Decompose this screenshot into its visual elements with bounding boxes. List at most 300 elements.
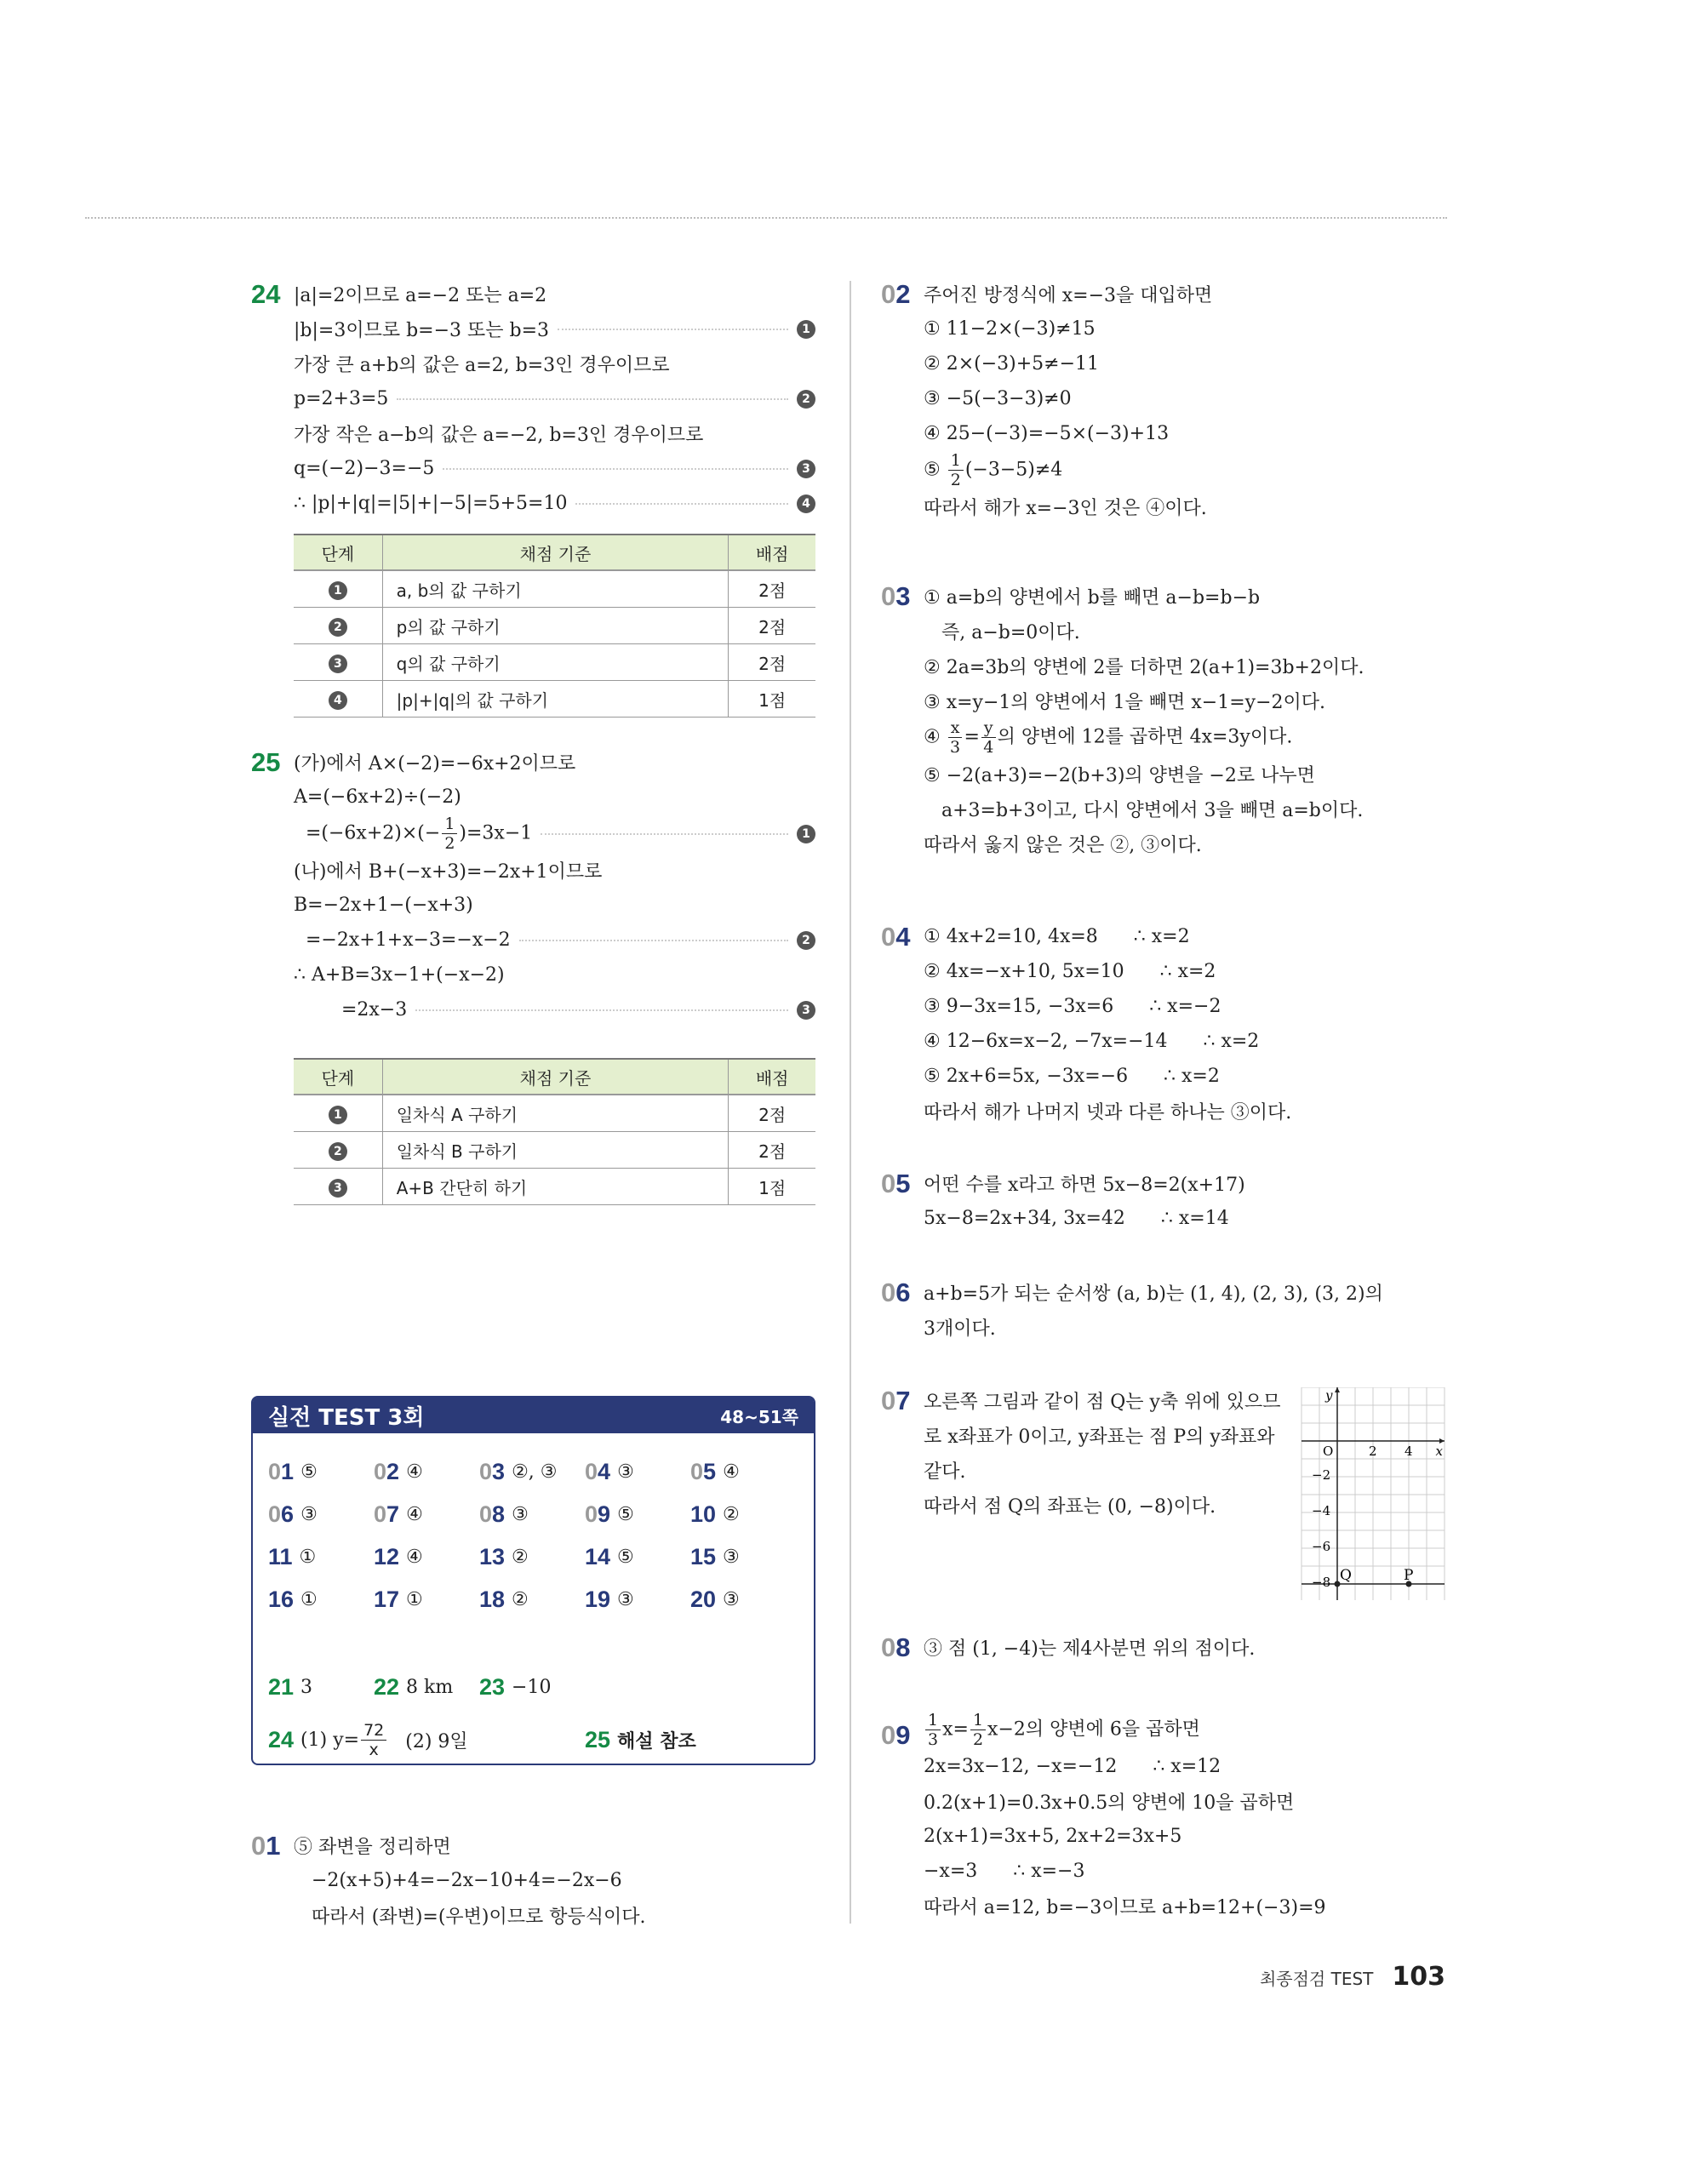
text-segment: −2(x+5)+4=−2x−10+4=−2x−6 (294, 1870, 622, 1891)
text-line (924, 954, 1447, 989)
text-segment: ③ 9−3x=15, −3x=6 ∴ x=−2 (924, 996, 1221, 1017)
line-text (924, 494, 1207, 520)
number-prefix: 0 (585, 1501, 598, 1527)
answer-value: ② (512, 1546, 529, 1568)
solution-lines (924, 1275, 1447, 1345)
text-segment: )=3x−1 (459, 822, 533, 844)
line-text (924, 1279, 1383, 1306)
number-prefix: 0 (881, 1386, 896, 1415)
number-prefix: 0 (268, 1501, 282, 1527)
criterion-cell: |p|+|q|의 값 구하기 (382, 681, 729, 718)
question-number (881, 1275, 911, 1310)
fraction-denominator: 4 (983, 738, 994, 757)
solution-lines (294, 745, 815, 1027)
line-text (294, 1870, 622, 1891)
y-tick-label: −2 (1312, 1467, 1331, 1483)
line-text (924, 831, 1202, 857)
text-segment: 의 양변에 12를 곱하면 4x=3y이다. (997, 726, 1293, 748)
line-text (924, 1387, 1280, 1414)
table-header-row (294, 535, 815, 570)
line-text (294, 493, 567, 514)
text-line (924, 1749, 1447, 1784)
number-digit: 7 (386, 1501, 400, 1527)
number-digit: 1 (281, 1458, 295, 1484)
answer-item (479, 1493, 585, 1535)
answer-value: ④ (723, 1461, 740, 1483)
table-row (294, 1169, 815, 1205)
answer-number (585, 1501, 610, 1528)
answer-value: 8 km (406, 1677, 454, 1698)
text-line (924, 1488, 1315, 1523)
number-prefix: 0 (479, 1458, 493, 1484)
step-cell (294, 570, 382, 608)
dotted-leader (415, 1009, 788, 1011)
text-line (924, 919, 1447, 954)
number-digit: 2 (895, 279, 911, 309)
text-line (924, 451, 1447, 489)
answer-item (690, 1578, 796, 1621)
answer-item (374, 1578, 479, 1621)
answer-value: ③ (300, 1503, 318, 1525)
solution-lines (924, 277, 1447, 524)
line-text (294, 458, 434, 479)
text-line (924, 1889, 1447, 1924)
text-segment: 같다. (924, 1461, 966, 1483)
number-prefix: 0 (881, 279, 896, 309)
page-footer (1260, 1962, 1445, 1992)
answer-value: ⑤ (617, 1546, 634, 1568)
answer-item (479, 1578, 585, 1621)
number-digit: 17 (374, 1586, 400, 1612)
line-text (924, 1826, 1181, 1847)
answer-value: ④ (406, 1503, 423, 1525)
line-text (924, 281, 1212, 307)
text-segment: x= (942, 1718, 969, 1741)
text-segment: |b|=3이므로 b=−3 또는 b=3 (294, 320, 550, 341)
text-line (924, 1418, 1315, 1453)
text-segment: ③ 점 (1, −4)는 제4사분면 위의 점이다. (924, 1638, 1256, 1660)
line-text (924, 388, 1072, 409)
text-line (924, 683, 1447, 718)
text-segment: p=2+3=5 (294, 388, 389, 409)
text-segment: ③ x=y−1의 양변에서 1을 빼면 x−1=y−2이다. (924, 692, 1326, 713)
answer-value: ④ (406, 1461, 423, 1483)
text-line (924, 416, 1447, 451)
text-segment: 따라서 해가 나머지 넷과 다른 하나는 ③이다. (924, 1102, 1292, 1123)
line-text (924, 1756, 1221, 1777)
step-marker-icon: 2 (797, 390, 815, 409)
answer-number (690, 1587, 716, 1613)
table-row (294, 1132, 815, 1169)
line-text (924, 423, 1169, 444)
text-segment: 어떤 수를 x라고 하면 5x−8=2(x+17) (924, 1175, 1245, 1196)
answer-item (374, 1493, 479, 1535)
text-line (294, 381, 815, 416)
number-prefix: 0 (881, 581, 896, 611)
answer-number: 21 (268, 1674, 295, 1700)
text-line (294, 853, 815, 888)
answer-item (690, 1450, 796, 1493)
fraction (925, 1711, 941, 1749)
number-digit: 7 (895, 1386, 911, 1415)
column-header: 단계 (294, 1059, 382, 1095)
step-marker-icon: 4 (329, 691, 347, 710)
question-number (881, 1718, 911, 1752)
question-number: 25 (251, 747, 281, 777)
line-text (294, 999, 407, 1021)
score-cell: 2점 (729, 1095, 815, 1132)
number-digit: 10 (690, 1501, 717, 1527)
text-line (924, 277, 1447, 312)
fraction-numerator: y (981, 718, 996, 738)
line-text (924, 1031, 1259, 1052)
text-line (924, 489, 1447, 524)
fraction-denominator: 3 (928, 1730, 939, 1749)
step-marker-icon: 4 (797, 495, 815, 513)
text-segment: ∴ |p|+|q|=|5|+|−5|=5+5=10 (294, 493, 568, 514)
fraction (361, 1721, 386, 1759)
fraction (442, 815, 457, 853)
step-cell (294, 1132, 382, 1169)
answer-item (374, 1450, 479, 1493)
x-tick-label: 4 (1405, 1444, 1413, 1459)
answer-value: −10 (512, 1677, 552, 1698)
answer-key-box (251, 1396, 815, 1765)
text-segment: ① 11−2×(−3)≠15 (924, 318, 1096, 340)
line-text (294, 749, 575, 775)
number-digit: 19 (585, 1586, 611, 1612)
text-segment: 로 x좌표가 0이고, y좌표는 점 P의 y좌표와 (924, 1426, 1275, 1448)
table-row (294, 644, 815, 681)
scoring-table-25 (294, 1058, 815, 1205)
text-segment: ④ 25−(−3)=−5×(−3)+13 (924, 423, 1170, 444)
text-segment: 가장 작은 a−b의 값은 a=−2, b=3인 경우이므로 (294, 425, 704, 446)
solution-lines (924, 1711, 1447, 1924)
solution-lines (924, 919, 1447, 1129)
column-header: 채점 기준 (382, 1059, 729, 1095)
fraction (981, 718, 996, 757)
text-segment: A=(−6x+2)÷(−2) (294, 786, 461, 808)
step-marker-icon: 2 (329, 618, 347, 637)
text-segment: 3개이다. (924, 1318, 996, 1340)
line-text (924, 1208, 1229, 1229)
text-segment: ② 4x=−x+10, 5x=10 ∴ x=2 (924, 961, 1216, 982)
text-segment: ④ 12−6x=x−2, −7x=−14 ∴ x=2 (924, 1031, 1260, 1052)
text-segment: 따라서 옳지 않은 것은 ②, ③이다. (924, 835, 1202, 856)
y-axis-label: y (1325, 1387, 1333, 1404)
dotted-leader (575, 503, 788, 505)
column-header: 배점 (729, 1059, 815, 1095)
number-digit: 5 (895, 1169, 911, 1198)
answer-number (585, 1587, 610, 1613)
solution-lines (294, 277, 815, 521)
text-line (924, 718, 1447, 757)
step-cell (294, 1169, 382, 1205)
answer-key-title: 실전 TEST 3회 (268, 1404, 425, 1431)
fraction-denominator: 3 (950, 738, 961, 757)
answer-item (479, 1535, 585, 1578)
number-digit: 5 (703, 1458, 717, 1484)
criterion-cell: 일차식 A 구하기 (382, 1095, 729, 1132)
dotted-leader (519, 940, 788, 941)
short-answers (268, 1674, 796, 1701)
fraction (948, 451, 964, 489)
answer-value: ⑤ (617, 1503, 634, 1525)
answer-item (374, 1674, 479, 1701)
line-text (924, 583, 1260, 609)
line-text (294, 929, 511, 951)
line-text (924, 1711, 1200, 1749)
line-text (924, 688, 1325, 714)
text-segment: 주어진 방정식에 x=−3을 대입하면 (924, 285, 1213, 306)
answer-item (690, 1535, 796, 1578)
answer-item (268, 1721, 585, 1759)
text-segment: ③ −5(−3−3)≠0 (924, 388, 1072, 409)
number-digit: 9 (598, 1501, 611, 1527)
number-digit: 2 (386, 1458, 400, 1484)
text-line (924, 1094, 1447, 1129)
text-segment: a+3=b+3이고, 다시 양변에서 3을 빼면 a=b이다. (924, 800, 1364, 821)
line-text (924, 618, 1080, 644)
number-prefix: 0 (268, 1458, 282, 1484)
line-text (924, 961, 1216, 982)
step-marker-icon: 1 (329, 581, 347, 600)
line-text (924, 451, 1062, 489)
line-text (924, 761, 1315, 787)
step-marker-icon: 1 (797, 825, 815, 843)
origin-label: O (1323, 1444, 1334, 1459)
solution-lines (294, 1828, 815, 1933)
answer-item (268, 1578, 374, 1621)
text-line (294, 277, 815, 312)
text-line (924, 1310, 1447, 1345)
text-line (924, 1275, 1447, 1310)
text-line (924, 1854, 1447, 1889)
line-text (294, 895, 473, 916)
text-line (924, 826, 1447, 861)
answer-item (690, 1493, 796, 1535)
fraction-denominator: x (369, 1741, 379, 1759)
line-text (924, 1066, 1220, 1087)
number-digit: 20 (690, 1586, 717, 1612)
text-segment: ⑤ (924, 459, 947, 481)
page-number: 103 (1392, 1962, 1445, 1992)
point-label: P (1404, 1567, 1414, 1584)
y-tick-label: −6 (1312, 1539, 1331, 1554)
text-segment: ① 4x+2=10, 4x=8 ∴ x=2 (924, 926, 1190, 947)
line-text (924, 353, 1099, 374)
line-text (924, 1457, 966, 1484)
question-number (881, 1630, 911, 1665)
answer-value: ③ (512, 1503, 529, 1525)
text-line (294, 451, 815, 486)
number-prefix: 0 (881, 1632, 896, 1662)
text-line (924, 614, 1447, 649)
answer-number (374, 1544, 399, 1570)
text-line (924, 1059, 1447, 1094)
text-line (924, 1383, 1315, 1418)
line-text (924, 996, 1221, 1017)
answer-number (479, 1587, 505, 1613)
answer-number (268, 1501, 294, 1528)
number-digit: 4 (598, 1458, 611, 1484)
text-line (924, 649, 1447, 683)
text-line (294, 1898, 815, 1933)
fraction-numerator: 1 (970, 1711, 986, 1730)
table-header-row (294, 1059, 815, 1095)
line-text (294, 964, 505, 986)
y-tick-label: −8 (1312, 1575, 1331, 1590)
solution-lines (924, 1630, 1447, 1665)
answer-item (585, 1535, 690, 1578)
number-digit: 18 (479, 1586, 506, 1612)
answer-value: ③ (723, 1588, 740, 1610)
number-prefix: 0 (881, 1169, 896, 1198)
answer-number (690, 1501, 716, 1528)
step-marker-icon: 1 (797, 320, 815, 339)
fraction-numerator: 1 (948, 451, 964, 471)
text-segment: (가)에서 A×(−2)=−6x+2이므로 (294, 753, 576, 775)
number-digit: 11 (268, 1543, 293, 1569)
top-dotted-rule (85, 217, 1447, 219)
step-marker-icon: 2 (329, 1142, 347, 1161)
score-cell: 2점 (729, 1132, 815, 1169)
answer-item (268, 1450, 374, 1493)
step-marker-icon: 3 (797, 1001, 815, 1020)
text-line (924, 1819, 1447, 1854)
dotted-leader (541, 833, 788, 835)
fraction-numerator: 72 (361, 1721, 386, 1741)
text-line (294, 923, 815, 958)
answer-number (690, 1459, 716, 1485)
text-line (924, 989, 1447, 1024)
step-marker-icon: 3 (329, 655, 347, 673)
answer-value: ③ (723, 1546, 740, 1568)
line-text (294, 786, 461, 808)
answer-item (585, 1493, 690, 1535)
line-text (294, 388, 388, 409)
answer-value: ① (300, 1588, 318, 1610)
text-line (924, 346, 1447, 381)
question-number (881, 1383, 911, 1418)
step-cell (294, 1095, 382, 1132)
line-text (924, 1788, 1294, 1815)
fraction-numerator: x (948, 718, 963, 738)
answer-value: ④ (406, 1546, 423, 1568)
score-cell: 2점 (729, 608, 815, 644)
score-cell: 2점 (729, 570, 815, 608)
number-digit: 8 (895, 1632, 911, 1662)
text-segment: =(−6x+2)×(− (294, 822, 441, 844)
answer-value: ② (512, 1588, 529, 1610)
text-line (294, 992, 815, 1027)
number-digit: 6 (281, 1501, 295, 1527)
answer-value: ① (299, 1546, 317, 1568)
answer-number (690, 1544, 716, 1570)
step-cell (294, 608, 382, 644)
number-digit: 8 (492, 1501, 506, 1527)
solution-lines (924, 1383, 1315, 1523)
text-segment: 0.2(x+1)=0.3x+0.5의 양변에 10을 곱하면 (924, 1792, 1295, 1814)
text-segment: 오른쪽 그림과 같이 점 Q는 y축 위에 있으므 (924, 1392, 1281, 1413)
dotted-leader (397, 398, 788, 400)
answer-value: ⑤ (300, 1461, 318, 1483)
text-segment: 2x=3x−12, −x=−12 ∴ x=12 (924, 1756, 1221, 1777)
line-text (294, 815, 532, 853)
footer-section-label: 최종점검 TEST (1259, 1969, 1374, 1989)
line-text (294, 1902, 646, 1929)
answer-number (268, 1544, 293, 1570)
table-row (294, 681, 815, 718)
text-segment: 2(x+1)=3x+5, 2x+2=3x+5 (924, 1826, 1182, 1847)
text-segment: |a|=2이므로 a=−2 또는 a=2 (294, 285, 547, 306)
answer-number (374, 1587, 399, 1613)
multiple-choice-answers (268, 1450, 796, 1621)
line-text (294, 316, 549, 342)
number-digit: 13 (479, 1543, 506, 1569)
answer-number (268, 1459, 294, 1485)
step-marker-icon: 1 (329, 1106, 347, 1124)
text-line (924, 1784, 1447, 1819)
answer-item (268, 1674, 374, 1701)
line-text (924, 1634, 1255, 1661)
answer-item (479, 1450, 585, 1493)
question-number (251, 1828, 281, 1863)
text-line (924, 1630, 1447, 1665)
line-text (924, 1098, 1291, 1124)
table-row (294, 608, 815, 644)
line-text (924, 1170, 1245, 1197)
number-digit: 4 (895, 922, 911, 952)
number-prefix: 0 (374, 1501, 387, 1527)
criterion-cell: q의 값 구하기 (382, 644, 729, 681)
line-text (294, 857, 602, 883)
text-line (294, 815, 815, 853)
line-text (924, 718, 1292, 757)
text-line (294, 416, 815, 451)
text-segment: ⑤ −2(a+3)=−2(b+3)의 양변을 −2로 나누면 (924, 765, 1315, 786)
text-line (924, 792, 1447, 826)
number-digit: 9 (895, 1720, 911, 1750)
text-segment: a+b=5가 되는 순서쌍 (a, b)는 (1, 4), (2, 3), (3, 2)의 (924, 1284, 1383, 1305)
text-line (294, 1863, 815, 1898)
text-segment: ∴ A+B=3x−1+(−x−2) (294, 964, 505, 986)
text-segment: q=(−2)−3=−5 (294, 458, 435, 479)
line-text (924, 1861, 1085, 1882)
answer-number (479, 1544, 505, 1570)
step-cell (294, 681, 382, 718)
text-line (924, 579, 1447, 614)
y-tick-label: −4 (1312, 1503, 1331, 1518)
line-text (294, 1832, 451, 1859)
answer-item (585, 1578, 690, 1621)
step-marker-icon: 2 (797, 931, 815, 950)
solution-lines (924, 1166, 1447, 1236)
column-header: 단계 (294, 535, 382, 570)
step-marker-icon: 3 (797, 460, 815, 478)
text-line (924, 381, 1447, 416)
answer-number: 24 (268, 1727, 295, 1752)
line-text (924, 1893, 1326, 1919)
text-line (924, 1711, 1447, 1749)
number-prefix: 0 (585, 1458, 598, 1484)
number-digit: 6 (895, 1278, 911, 1307)
answer-part-2: (2) 9일 (405, 1731, 468, 1752)
question-number (881, 579, 911, 614)
text-line (924, 312, 1447, 346)
step-marker-icon: 3 (329, 1179, 347, 1198)
fraction-denominator: 2 (950, 471, 961, 489)
